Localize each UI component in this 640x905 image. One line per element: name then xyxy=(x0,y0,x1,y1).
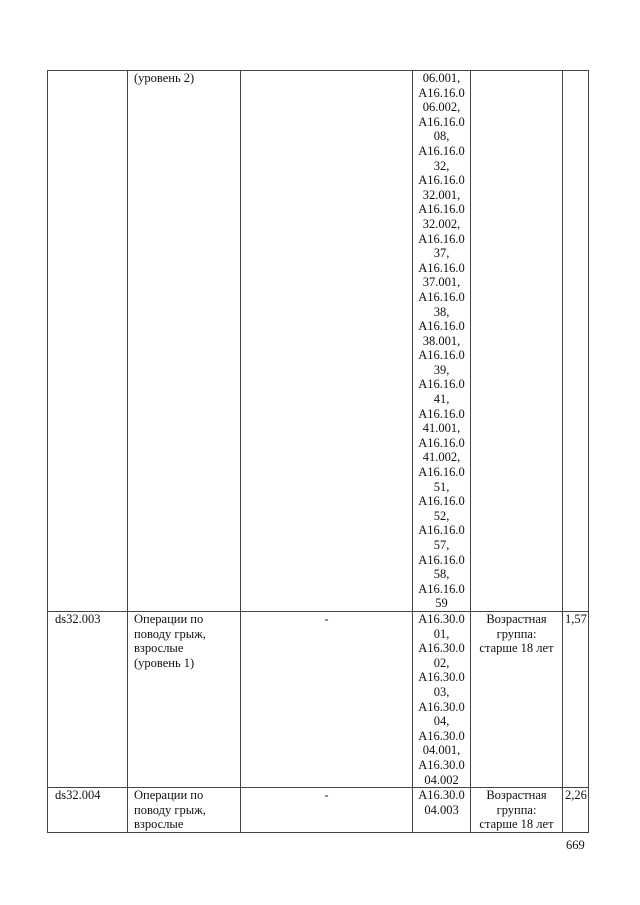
row-extra: - xyxy=(241,611,413,787)
row-coefficient: 1,57 xyxy=(563,611,589,787)
row-criteria: Возрастная группа: старше 18 лет xyxy=(471,788,563,833)
row-criteria: Возрастная группа: старше 18 лет xyxy=(471,611,563,787)
tariff-table xyxy=(47,70,589,833)
row-extra xyxy=(241,71,413,612)
row-name: Операции по поводу грыж, взрослые xyxy=(128,788,241,833)
row-coefficient xyxy=(563,71,589,612)
row-criteria xyxy=(471,71,563,612)
row-coefficient: 2,26 xyxy=(563,788,589,833)
page-number: 669 xyxy=(566,838,585,852)
row-code: ds32.004 xyxy=(48,788,128,833)
row-services: 06.001, A16.16.0 06.002, A16.16.0 08, A16.16.0 32, A16.16.0 32.001, A16.16.0 32.002, A16.16.0 37, A16.16.0 37.001, A16.16.0 38, A16.16.0 38.001, A16.16.0 39, A16.16.0 41, A16.16.0 41.001, A16.16.0 41.002, A16.16.0 51, A16.16.0 52, A16.16.0 57, A16.16.0 58, A16.16.0 59 xyxy=(413,71,471,612)
row-services: A16.30.0 01, A16.30.0 02, A16.30.0 03, A16.30.0 04, A16.30.0 04.001, A16.30.0 04.002 xyxy=(413,611,471,787)
row-extra: - xyxy=(241,788,413,833)
table-row xyxy=(48,71,589,612)
row-name: Операции по поводу грыж, взрослые (уровень 1) xyxy=(128,611,241,787)
row-services: A16.30.0 04.003 xyxy=(413,788,471,833)
row-code xyxy=(48,71,128,612)
row-code: ds32.003 xyxy=(48,611,128,787)
row-name: (уровень 2) xyxy=(128,71,241,612)
table-row xyxy=(48,611,589,787)
table-row xyxy=(48,788,589,833)
